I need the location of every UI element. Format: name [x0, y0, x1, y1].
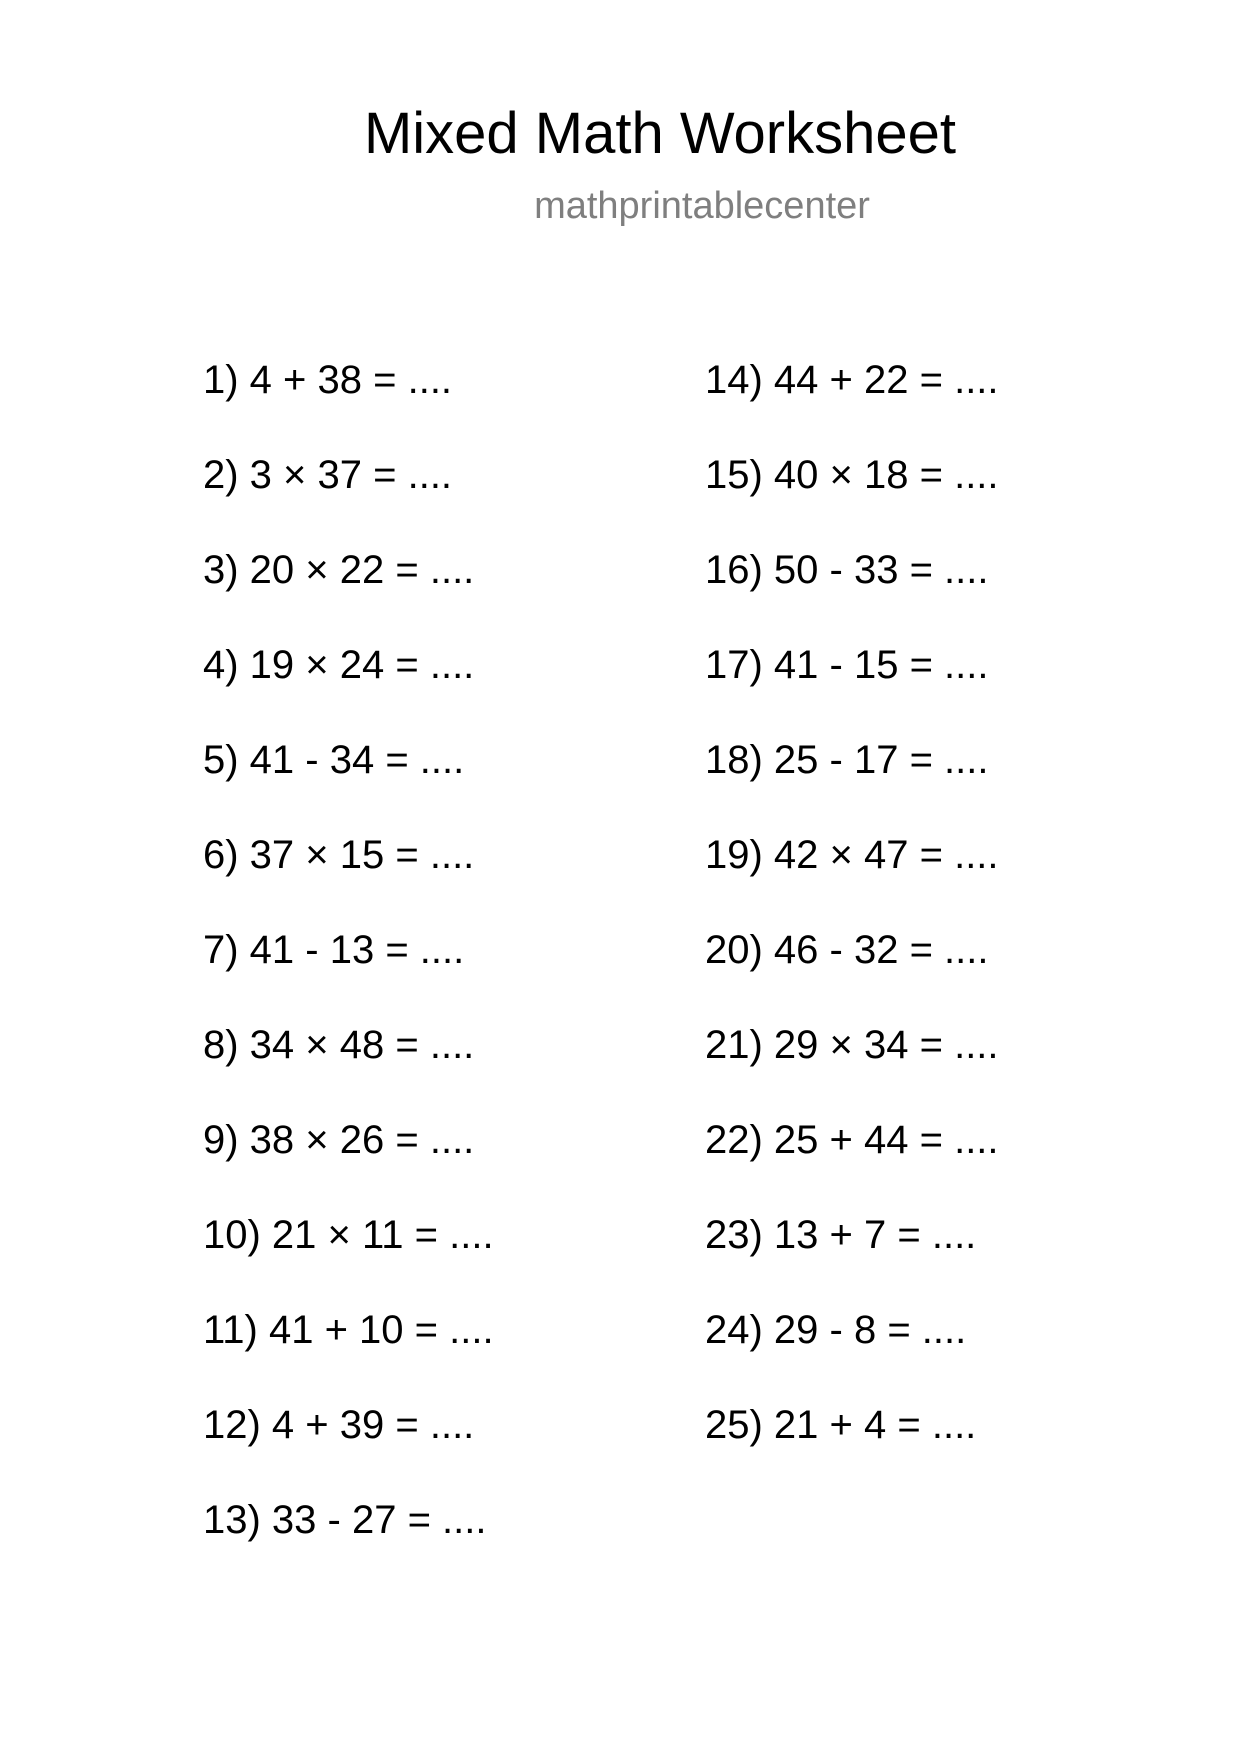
problem-item: 22) 25 + 44 = ....	[705, 1118, 999, 1162]
problem-item: 17) 41 - 15 = ....	[705, 643, 989, 687]
problem-item: 12) 4 + 39 = ....	[203, 1403, 475, 1447]
problem-item: 7) 41 - 13 = ....	[203, 928, 465, 972]
problem-item: 9) 38 × 26 = ....	[203, 1118, 475, 1162]
problem-item: 1) 4 + 38 = ....	[203, 358, 453, 402]
problems-column-right	[705, 358, 999, 1498]
worksheet-subtitle: mathprintablecenter	[534, 185, 870, 227]
problem-item: 11) 41 + 10 = ....	[203, 1308, 494, 1352]
problem-item: 10) 21 × 11 = ....	[203, 1213, 494, 1257]
problem-item: 2) 3 × 37 = ....	[203, 453, 453, 497]
problem-item: 6) 37 × 15 = ....	[203, 833, 475, 877]
problem-item: 19) 42 × 47 = ....	[705, 833, 999, 877]
problem-item: 5) 41 - 34 = ....	[203, 738, 465, 782]
problem-item: 16) 50 - 33 = ....	[705, 548, 989, 592]
problem-item: 24) 29 - 8 = ....	[705, 1308, 967, 1352]
problem-item: 21) 29 × 34 = ....	[705, 1023, 999, 1067]
problem-item: 4) 19 × 24 = ....	[203, 643, 475, 687]
problem-item: 23) 13 + 7 = ....	[705, 1213, 977, 1257]
problem-item: 8) 34 × 48 = ....	[203, 1023, 475, 1067]
problem-item: 18) 25 - 17 = ....	[705, 738, 989, 782]
problem-item: 20) 46 - 32 = ....	[705, 928, 989, 972]
problems-column-left	[203, 358, 494, 1593]
problem-item: 3) 20 × 22 = ....	[203, 548, 475, 592]
worksheet-title: Mixed Math Worksheet	[363, 101, 957, 166]
problem-item: 15) 40 × 18 = ....	[705, 453, 999, 497]
problem-item: 25) 21 + 4 = ....	[705, 1403, 977, 1447]
problem-item: 13) 33 - 27 = ....	[203, 1498, 487, 1542]
problem-item: 14) 44 + 22 = ....	[705, 358, 999, 402]
